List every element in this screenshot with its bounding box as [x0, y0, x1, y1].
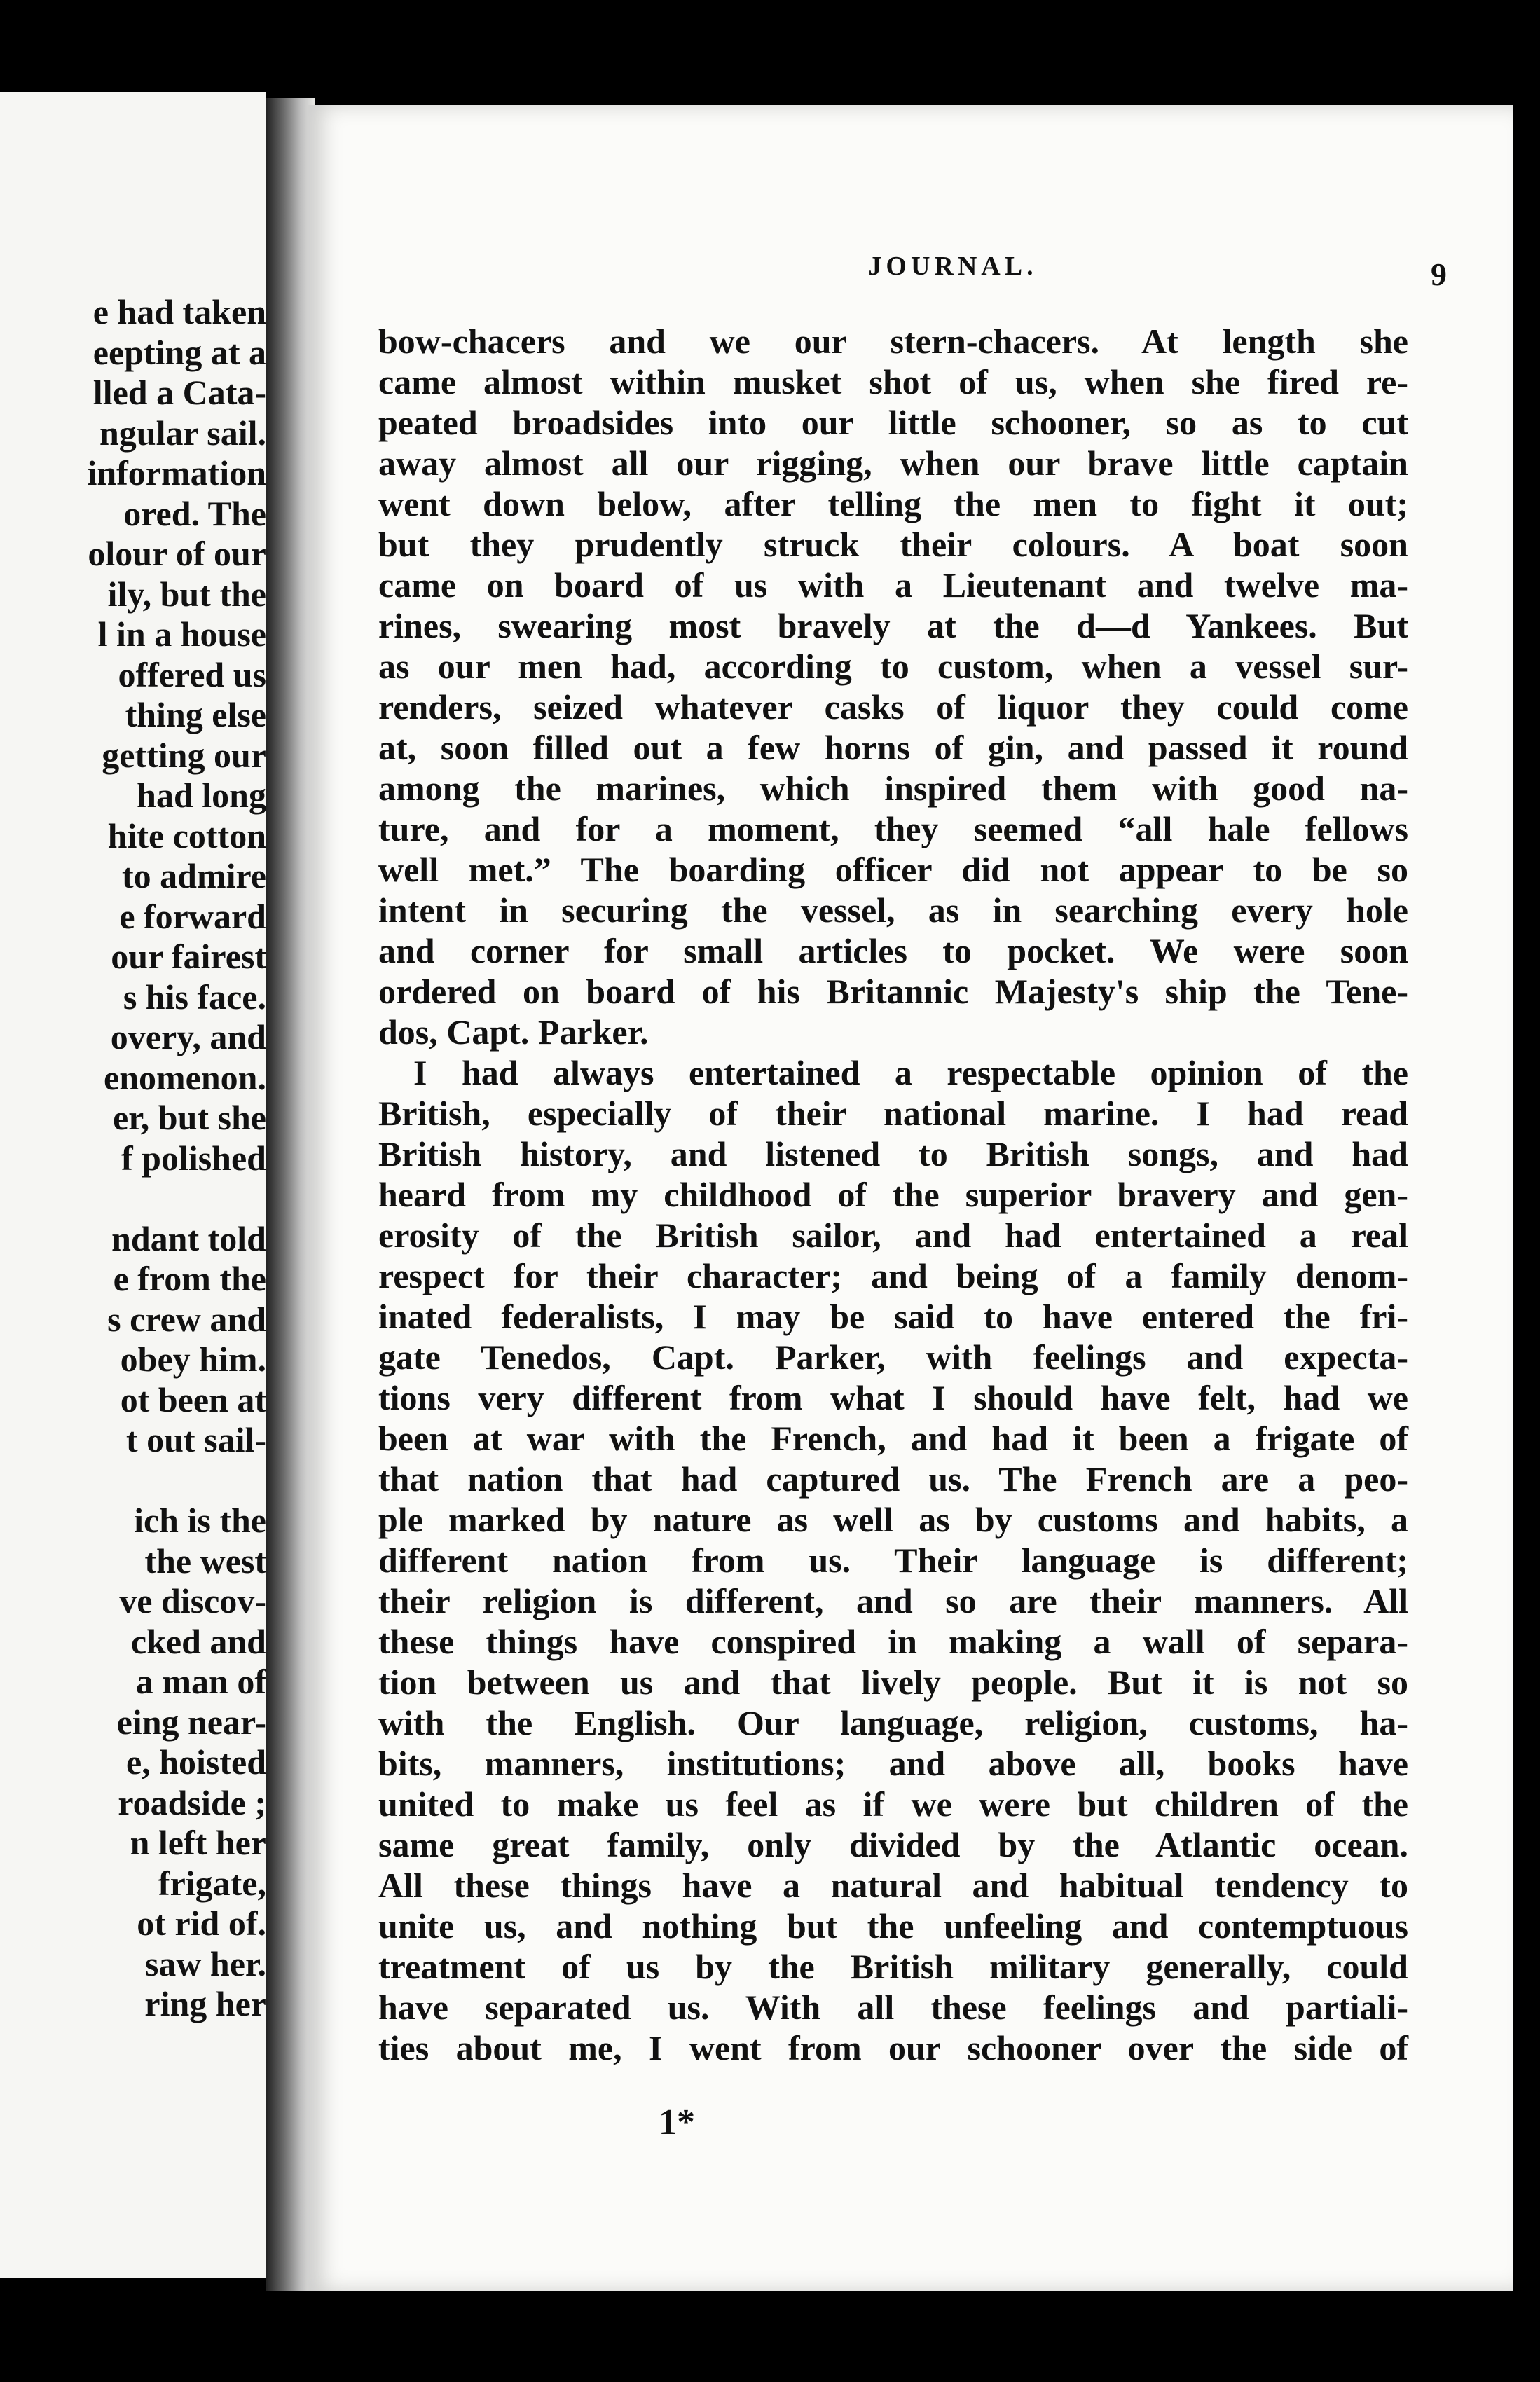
text-line: All these things have a natural and habitual tendency to — [378, 1866, 1408, 1905]
text-line: respect for their character; and being of a family denom- — [378, 1256, 1408, 1295]
left-page-line: to admire — [122, 856, 266, 895]
left-page-line: ring her — [144, 1984, 266, 2023]
text-line: dos, Capt. Parker. — [378, 1012, 649, 1052]
left-page-line: f polished — [121, 1138, 266, 1178]
text-line: these things have conspired in making a wall of separa- — [378, 1622, 1408, 1661]
text-line: at, soon filled out a few horns of gin, and passed it round — [378, 728, 1408, 767]
left-page-line: enomenon. — [104, 1057, 266, 1097]
left-page-line: saw her. — [144, 1943, 266, 1983]
text-line: erosity of the British sailor, and had entertained a real — [378, 1216, 1408, 1255]
left-page-line: obey him. — [120, 1340, 266, 1379]
left-page-line: the west — [144, 1541, 266, 1581]
text-line: rines, swearing most bravely at the d—d Yankees. But — [378, 606, 1408, 645]
left-page-line: ored. The — [123, 493, 266, 533]
left-page-line: our fairest — [111, 937, 266, 976]
left-page-line: eing near- — [116, 1702, 266, 1742]
left-page-line: er, but she — [112, 1098, 266, 1137]
text-line: ordered on board of his Britannic Majesty's ship the Tene- — [378, 972, 1408, 1011]
text-line: I had always entertained a respectable opinion of the — [413, 1053, 1408, 1092]
text-line: have separated us. With all these feelings and partiali- — [378, 1988, 1408, 2027]
left-page-line: had long — [137, 776, 266, 815]
left-page-line: e had taken — [92, 292, 266, 331]
left-page-line: olour of our — [88, 534, 266, 573]
signature-mark: 1* — [659, 2102, 695, 2142]
running-head: JOURNAL. — [868, 252, 1038, 281]
text-line: as our men had, according to custom, when a vessel sur- — [378, 647, 1408, 686]
text-line: and corner for small articles to pocket. We were soon — [378, 931, 1408, 970]
left-page-line: thing else — [125, 695, 266, 734]
text-line: heard from my childhood of the superior bravery and gen- — [378, 1175, 1408, 1214]
text-line: ple marked by nature as well as by customs and habits, a — [378, 1500, 1408, 1539]
text-line: came on board of us with a Lieutenant and twelve ma- — [378, 565, 1408, 605]
text-line: among the marines, which inspired them with good na- — [378, 769, 1408, 808]
text-line: tion between us and that lively people. But it is not so — [378, 1662, 1408, 1702]
left-page-line: roadside ; — [118, 1782, 266, 1822]
left-page-line: getting our — [102, 735, 266, 775]
text-line: but they prudently struck their colours. A boat soon — [378, 525, 1408, 564]
left-page-line: l in a house — [97, 614, 266, 654]
left-page-line: hite cotton — [107, 815, 266, 855]
left-page-line — [56, 1461, 266, 1501]
left-page-line — [56, 1178, 266, 1219]
text-line: united to make us feel as if we were but children of the — [378, 1784, 1408, 1824]
text-line: intent in securing the vessel, as in searching every hole — [378, 890, 1408, 930]
text-line: British history, and listened to British songs, and had — [378, 1134, 1408, 1173]
left-page-line: e, hoisted — [126, 1742, 266, 1782]
left-page-line: ot rid of. — [137, 1903, 266, 1943]
left-page-line: t out sail- — [126, 1420, 266, 1459]
right-page — [308, 105, 1513, 2291]
text-line: tions very different from what I should have felt, had we — [378, 1378, 1408, 1417]
left-page-line: ich is the — [134, 1501, 266, 1540]
left-page-line: lled a Cata- — [92, 373, 266, 412]
left-page-line: e from the — [113, 1259, 266, 1298]
text-line: inated federalists, I may be said to have entered the fri- — [378, 1297, 1408, 1336]
left-page-line: eepting at a — [92, 332, 266, 372]
text-line: with the English. Our language, religion, customs, ha- — [378, 1703, 1408, 1742]
text-line: renders, seized whatever casks of liquor they could come — [378, 687, 1408, 727]
left-page-line: ve discov- — [119, 1581, 266, 1620]
text-line: British, especially of their national marine. I had read — [378, 1094, 1408, 1133]
body-text — [378, 321, 1408, 2068]
left-page-line: information — [87, 453, 266, 493]
text-line: been at war with the French, and had it been a frigate of — [378, 1419, 1408, 1458]
left-page-line: cked and — [130, 1621, 266, 1661]
left-page-line: ily, but the — [107, 574, 266, 614]
left-page-line: frigate, — [158, 1863, 266, 1903]
text-line: bow-chacers and we our stern-chacers. At length she — [378, 322, 1408, 361]
text-line: same great family, only divided by the Atlantic ocean. — [378, 1825, 1408, 1864]
left-page-line: s his face. — [123, 977, 266, 1017]
text-line: that nation that had captured us. The French are a peo- — [378, 1459, 1408, 1499]
text-line: bits, manners, institutions; and above all, books have — [378, 1744, 1408, 1783]
text-line: their religion is different, and so are their manners. All — [378, 1581, 1408, 1620]
left-page-line: offered us — [118, 654, 266, 694]
text-line: went down below, after telling the men to fight it out; — [378, 484, 1408, 523]
text-line: gate Tenedos, Capt. Parker, with feelings and expecta- — [378, 1337, 1408, 1377]
text-line: well met.” The boarding officer did not appear to be so — [378, 850, 1408, 889]
left-page-line: a man of — [135, 1662, 266, 1701]
text-line: treatment of us by the British military generally, could — [378, 1947, 1408, 1986]
left-page-line: ndant told — [111, 1218, 266, 1258]
left-page-line: overy, and — [110, 1017, 266, 1056]
text-line: unite us, and nothing but the unfeeling and contemptuous — [378, 1906, 1408, 1946]
left-page-line: ngular sail. — [99, 413, 266, 453]
text-line: came almost within musket shot of us, when she fired re- — [378, 362, 1408, 401]
text-line: ties about me, I went from our schooner over the side of — [378, 2028, 1408, 2067]
text-line: peated broadsides into our little schooner, so as to cut — [378, 403, 1408, 442]
text-line: ture, and for a moment, they seemed “all hale fellows — [378, 809, 1408, 848]
left-page-text — [56, 292, 266, 2025]
page-number: 9 — [1431, 256, 1447, 292]
left-page-line: ot been at — [120, 1379, 266, 1419]
left-page-line: s crew and — [107, 1299, 266, 1339]
text-line: away almost all our rigging, when our brave little captain — [378, 443, 1408, 483]
text-line: different nation from us. Their language is different; — [378, 1541, 1408, 1580]
left-page-line: e forward — [119, 896, 266, 936]
left-page-line: n left her — [130, 1823, 266, 1862]
left-page — [0, 92, 266, 2278]
